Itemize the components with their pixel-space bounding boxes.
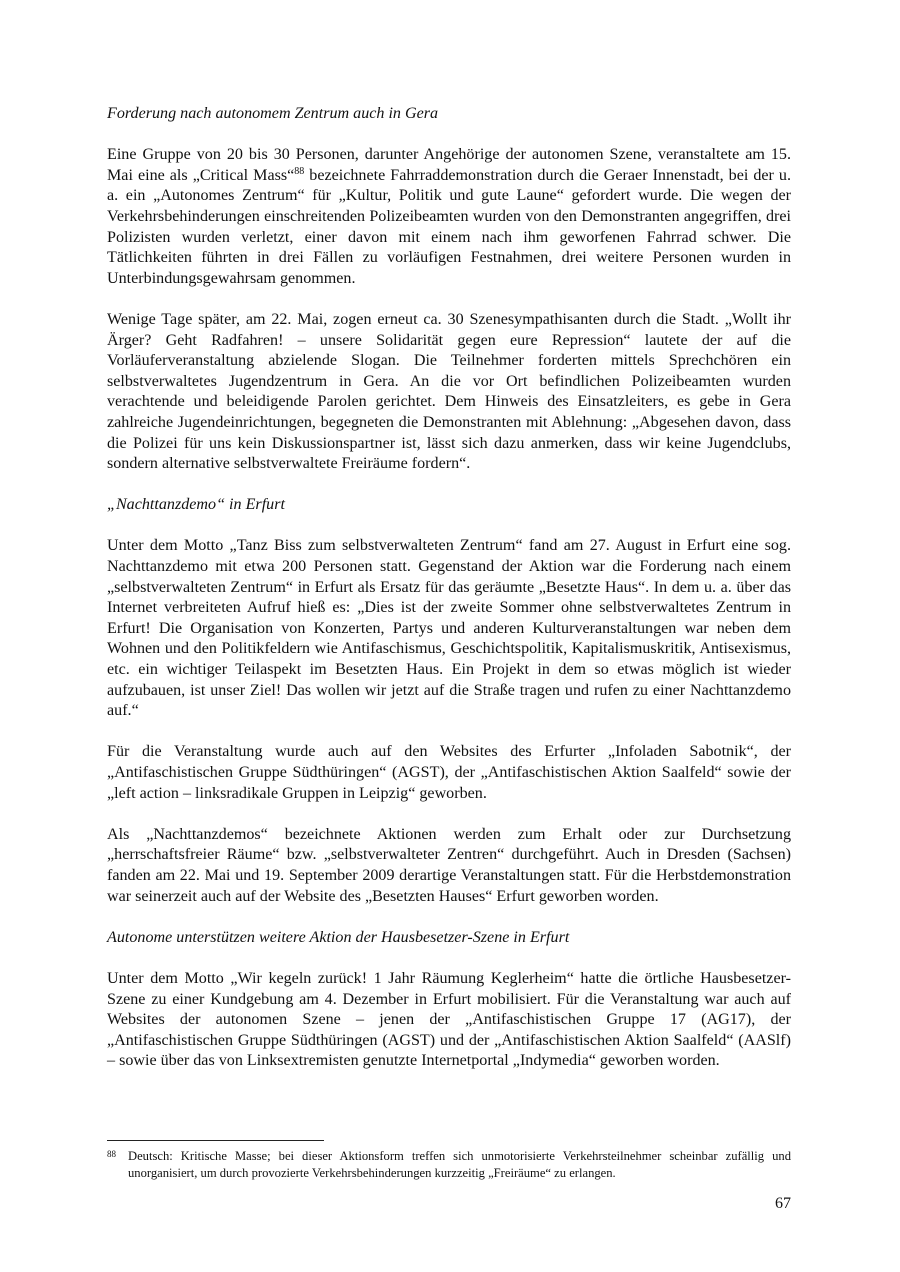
paragraph-websites: Für die Veranstaltung wurde auch auf den Websites des Erfurter „Infoladen Sabotnik“, der „Antifaschistischen Gruppe Südthüringen“ (AGST), der „Antifaschistischen Aktion Saalfeld“ sowie der „left action – linksradikale Gruppen in Leipzig“ geworben. — [107, 743, 791, 802]
page-number: 67 — [775, 1195, 791, 1212]
paragraph-gera-may-22: Wenige Tage später, am 22. Mai, zogen erneut ca. 30 Szenesympathisanten durch die Stadt. „Wollt ihr Ärger? Geht Radfahren! – unsere Solidarität gegen eure Repression“ lautete der auf die Vorläuferveranstaltung abzielende Slogan. Die Teilnehmer forderten mittels Sprechchören ein selbstverwaltetes Jugendzentrum in Gera. An die vor Ort befindlichen Polizeibeamten wurden verachtende und beleidigende Parolen gerichtet. Dem Hinweis des Einsatzleiters, es gebe in Gera zahlreiche Jugendeinrichtungen, begegneten die Demonstranten mit Ablehnung: „Abgesehen davon, dass die Polizei für uns kein Diskussionspartner ist, lässt sich dazu anmerken, dass wir keine Jugendclubs, sondern alternative selbstverwaltete Freiräume fordern“. — [107, 310, 791, 473]
footnote-reference[interactable]: 88 — [294, 165, 305, 177]
section-heading-nachttanzdemo: „Nachttanzdemo“ in Erfurt — [107, 496, 285, 514]
paragraph-text: Eine Gruppe von 20 bis 30 Personen, darunter Angehörige der autonomen Szene, veranstaltete am 15. Mai eine als „Critical Mass“ — [107, 146, 791, 184]
footnote-number: 88 — [107, 1149, 116, 1159]
footnote-text: Deutsch: Kritische Masse; bei dieser Aktionsform treffen sich unmotorisierte Verkehrsteilnehmer scheinbar zufällig und unorganisiert, um durch provozierte Verkehrsbehinderungen kurzzeitig „Freiräume“ zu erlangen. — [128, 1149, 791, 1180]
footnote-divider — [107, 1140, 324, 1141]
paragraph-critical-mass — [107, 145, 791, 289]
footnote — [107, 1148, 791, 1182]
document-body — [107, 104, 791, 1072]
paragraph-keglerheim: Unter dem Motto „Wir kegeln zurück! 1 Jahr Räumung Keglerheim“ hatte die örtliche Hausbesetzer-Szene zu einer Kundgebung am 4. Dezember in Erfurt mobilisiert. Für die Veranstaltung war auch auf Websites der autonomen Szene – jenen der „Antifaschistischen Gruppe 17 (AG17), der „Antifaschistischen Gruppe Südthüringen (AGST) und der „Antifaschistischen Aktion Saalfeld“ (AASlf) – sowie über das von Linksextremisten genutzte Internetportal „Indymedia“ geworben worden. — [107, 969, 791, 1070]
paragraph-nachttanzdemo: Unter dem Motto „Tanz Biss zum selbstverwalteten Zentrum“ fand am 27. August in Erfurt eine sog. Nachttanzdemo mit etwa 200 Personen statt. Gegenstand der Aktion war die Forderung nach einem „selbstverwalteten Zentrum“ in Erfurt als Ersatz für das geräumte „Besetzte Haus“. In dem u. a. über das Internet verbreiteten Aufruf hieß es: „Dies ist der zweite Sommer ohne selbstverwaltetes Zentrum in Erfurt! Die Organisation von Konzerten, Partys und anderen Kulturveranstaltungen war neben dem Wohnen und den Politikfeldern wie Antifaschismus, Geschichtspolitik, Kapitalismuskritik, Antisexismus, etc. ein wichtiger Teilaspekt im Besetzten Haus. Ein Projekt in dem so etwas möglich ist wieder aufzubauen, ist unser Ziel! Das wollen wir jetzt auf die Straße tragen und rufen zu einer Nachttanzdemo auf.“ — [107, 537, 791, 720]
paragraph-text: bezeichnete Fahrraddemonstration durch die Geraer Innenstadt, bei der u. a. ein „Autonomes Zentrum“ für „Kultur, Politik und gute Laune“ gefordert wurde. Die wegen der Verkehrsbehinderungen einschreitenden Polizeibeamten wurden von den Demonstranten angegriffen, drei Polizisten wurden verletzt, einer davon mit einem nach ihm geworfenen Fahrrad schwer. Die Tätlichkeiten führten in drei Fällen zu vorläufigen Festnahmen, drei weitere Personen wurden in Unterbindungsgewahrsam genommen. — [107, 166, 792, 287]
paragraph-nachttanzdemos-dresden: Als „Nachttanzdemos“ bezeichnete Aktionen werden zum Erhalt oder zur Durchsetzung „herrschaftsfreier Räume“ bzw. „selbstverwalteter Zentren“ durchgeführt. Auch in Dresden (Sachsen) fanden am 22. Mai und 19. September 2009 derartige Veranstaltungen statt. Für die Herbstdemonstration war seinerzeit auch auf der Website des „Besetzten Hauses“ Erfurt geworben worden. — [107, 825, 791, 905]
section-heading-hausbesetzer: Autonome unterstützen weitere Aktion der Hausbesetzer-Szene in Erfurt — [107, 928, 570, 946]
section-heading-gera: Forderung nach autonomem Zentrum auch in Gera — [107, 105, 439, 122]
